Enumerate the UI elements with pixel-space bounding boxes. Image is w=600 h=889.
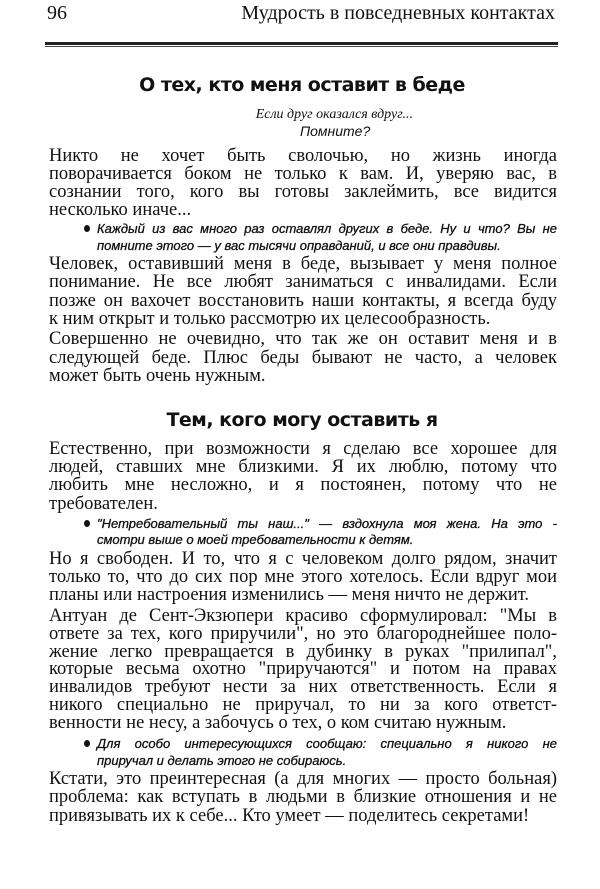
paragraph-line: проблема: как вступать в людьми в близкие отношения и не	[49, 787, 557, 807]
section-title-2: Тем, кого могу оставить я	[166, 409, 438, 431]
epigraph-line-2: Помните?	[300, 123, 371, 139]
epigraph-line-1: Если друг оказался вдруг...	[255, 107, 413, 122]
paragraph-line: Никто не хочет быть сволочью, но жизнь иногда	[49, 146, 557, 166]
paragraph-line: Но я свободен. И то, что я с человеком долго рядом, значит	[49, 549, 557, 569]
paragraph-line: инвалидов требуют нести за них ответственность. Если я	[49, 677, 557, 697]
bullet-icon	[84, 225, 90, 232]
paragraph-line: только то, что до сих пор мне этого хотелось. Если вдруг мои	[49, 567, 557, 587]
paragraph-line: которые весьма охотно "приручаются" и потом на правах	[49, 659, 557, 679]
paragraph-line: любить мне несложно, и я постоянен, потому что не	[49, 475, 557, 495]
header-rule	[45, 42, 558, 45]
note-line: Для особо интересующихся сообщаю: специально я никого не	[97, 736, 557, 751]
paragraph-line: несколько иначе...	[49, 200, 192, 220]
paragraph-line: жение легко превращается в дубинку в руках "прилипал",	[49, 642, 557, 662]
running-title: Мудрость в повседневных контактах	[241, 2, 555, 24]
paragraph-line: Человек, оставивший меня в беде, вызывает у меня полное	[49, 254, 557, 274]
paragraph-line: требователен.	[49, 494, 158, 514]
note-line: помните этого — у вас тысячи оправданий, и все они правдивы.	[97, 238, 501, 253]
paragraph-line: Кстати, это преинтересная (а для многих — просто больная)	[49, 769, 557, 789]
note-line: "Нетребовательный ты наш..." — вздохнула моя жена. На это -	[97, 516, 557, 531]
paragraph-line: следующей беде. Плюс беды бывают не часто, а человек	[49, 348, 557, 368]
bullet-icon	[84, 520, 90, 527]
section-title-1: О тех, кто меня оставит в беде	[139, 74, 465, 96]
paragraph-line: венности не несу, а забочусь о тех, о ком считаю нужным.	[49, 713, 507, 733]
paragraph-line: к ним открыт и только рассмотрю их целесообразность.	[49, 309, 491, 329]
paragraph-line: ответе за тех, кого приручили", но это благороднейшее поло-	[49, 624, 557, 644]
paragraph-line: может быть очень нужным.	[49, 366, 266, 386]
paragraph-line: привязывать их к себе... Кто умеет — поделитесь секретами!	[49, 806, 530, 826]
note-line: приручал и делать этого не собираюсь.	[97, 753, 347, 768]
page-number: 96	[47, 2, 67, 24]
paragraph-line: планы или настроения изменились — меня ничто не держит.	[49, 585, 530, 605]
note-line: смотри выше о моей требовательности к детям.	[97, 532, 414, 547]
paragraph-line: Совершенно не очевидно, что так же он оставит меня и в	[49, 329, 557, 349]
paragraph-line: Естественно, при возможности я сделаю все хорошее для	[49, 439, 557, 459]
paragraph-line: сознании того, кого вы готовы заклеймить, все видится	[49, 182, 557, 202]
paragraph-line: людей, ставших мне близкими. Я их люблю, потому что	[49, 457, 557, 477]
note-line: Каждый из вас много раз оставлял других в беде. Ну и что? Вы не	[97, 221, 557, 236]
paragraph-line: поворачивается боком не только к вам. И, уверяю вас, в	[49, 164, 557, 184]
paragraph-line: Антуан де Сент-Экзюпери красиво сформулировал: "Мы в	[49, 606, 557, 626]
paragraph-line: никого специально не приручал, то ни за кого ответст-	[49, 695, 557, 715]
bullet-icon	[84, 740, 90, 747]
paragraph-line: понимание. Не все любят заниматься с инвалидами. Если	[49, 272, 557, 292]
paragraph-line: позже он вахочет восстановить наши контакты, я всегда буду	[49, 291, 557, 311]
header-rule-thin	[45, 46, 558, 47]
